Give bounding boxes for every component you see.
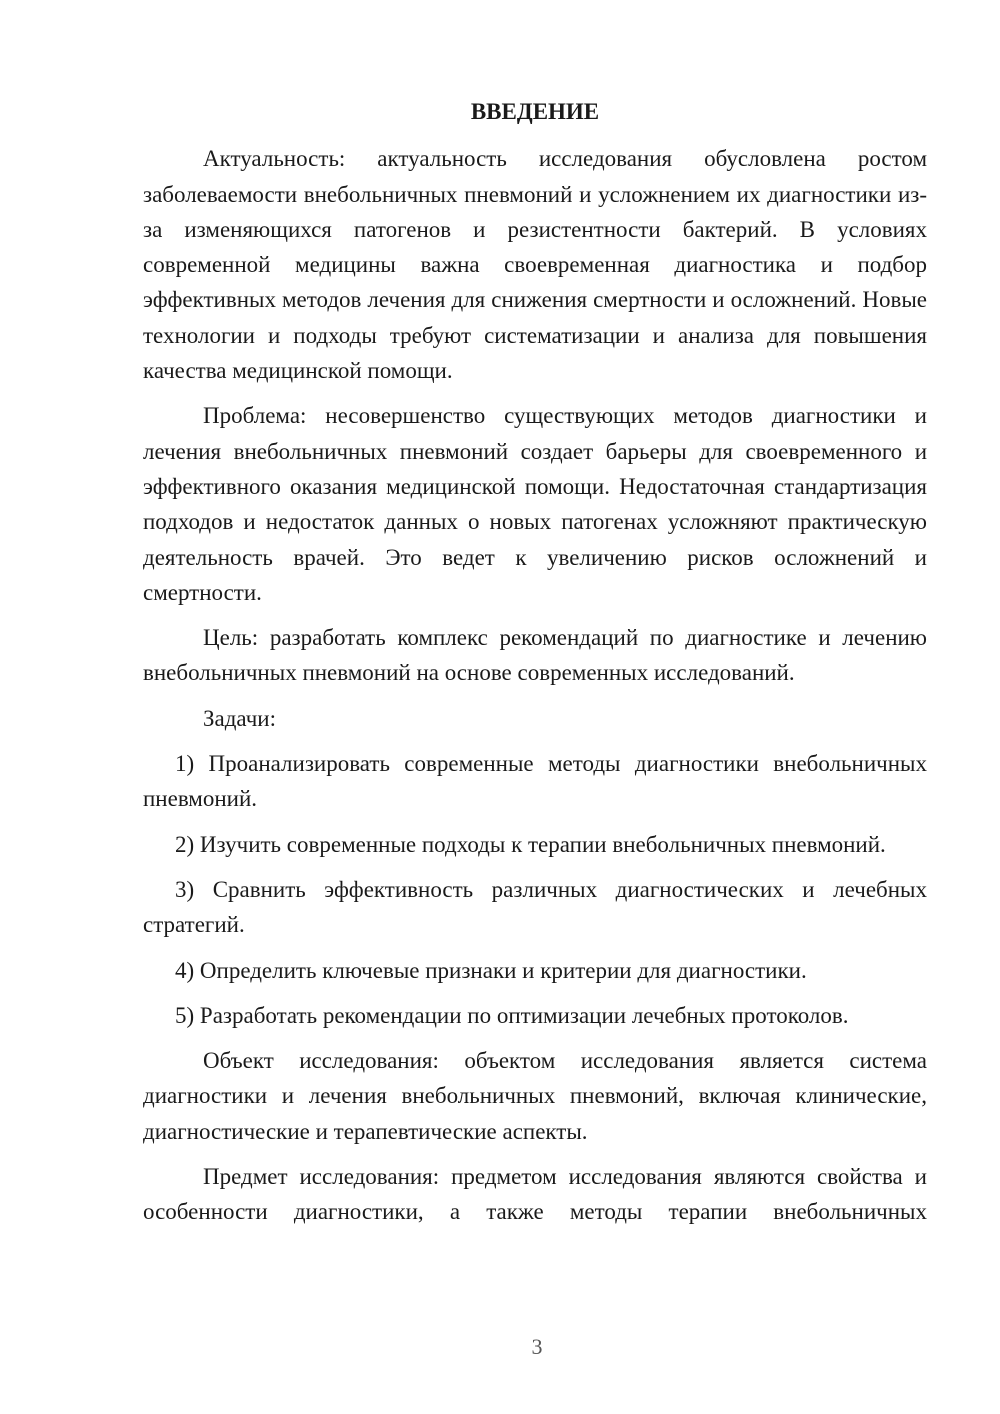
task-item-2: 2) Изучить современные подходы к терапии внебольничных пневмоний. <box>175 831 886 857</box>
paragraph-problem: Проблема: несовершенство существующих методов диагностики и лечения внебольничных пневмоний создает барьеры для своевременного и эффективного оказания медицинской помощи. Недостаточная стандартизация подходов и недостаток данных о новых патогенах усложняют практическую деятельность врачей. Это ведет к увеличению рисков осложнений и смертности. <box>143 403 927 605</box>
task-item-5: 5) Разработать рекомендации по оптимизации лечебных протоколов. <box>175 1002 849 1028</box>
paragraph-relevance: Актуальность: актуальность исследования обусловлена ростом заболеваемости внебольничных пневмоний и усложнением их диагностики из-за изменяющихся патогенов и резистентности бактерий. В условиях современной медицины важна своевременная диагностика и подбор эффективных методов лечения для снижения смертности и осложнений. Новые технологии и подходы требуют систематизации и анализа для повышения качества медицинской помощи. <box>143 146 927 384</box>
paragraph-object: Объект исследования: объектом исследования является система диагностики и лечения внебольничных пневмоний, включая клинические, диагностические и терапевтические аспекты. <box>143 1048 927 1144</box>
task-item-3: 3) Сравнить эффективность различных диагностических и лечебных стратегий. <box>143 876 927 938</box>
page-content <box>143 94 927 1240</box>
paragraph-goal: Цель: разработать комплекс рекомендаций по диагностике и лечению внебольничных пневмоний на основе современных исследований. <box>143 625 927 686</box>
page-number: 3 <box>531 1334 543 1359</box>
paragraph-subject: Предмет исследования: предметом исследования являются свойства и особенности диагностики, а также методы терапии внебольничных <box>143 1164 927 1225</box>
task-item-4: 4) Определить ключевые признаки и критерии для диагностики. <box>175 957 807 983</box>
tasks-label: Задачи: <box>203 705 276 731</box>
task-item-1: 1) Проанализировать современные методы диагностики внебольничных пневмоний. <box>143 751 927 812</box>
section-title: ВВЕДЕНИЕ <box>470 99 600 124</box>
